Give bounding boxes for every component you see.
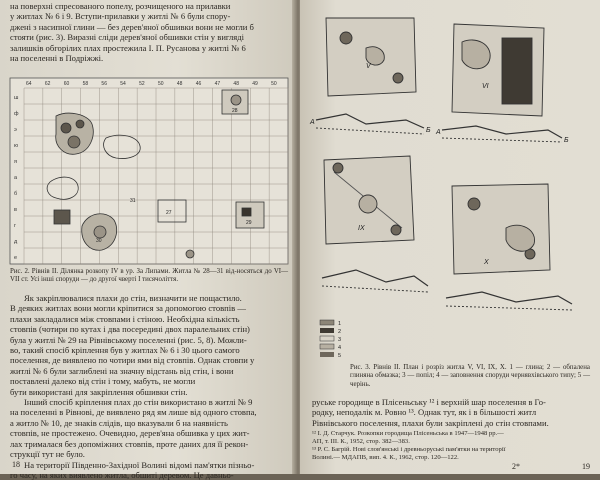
grid-top-label: 49 — [252, 81, 258, 87]
text-line: була у житлі № 29 на Рівнівському поселенні (рис. 5, 8). Можли- — [10, 334, 247, 345]
legend-label: 1 — [338, 321, 342, 327]
grid-side-label: д — [14, 239, 18, 246]
grid-top-label: 48 — [233, 81, 239, 87]
text-line: руське городище в Плісеньську ¹² і верхній шар поселення в Го- — [312, 397, 546, 407]
pit-label: 27 — [166, 210, 172, 216]
footnote-line: ¹² І. Д. Старчук. Розкопки городища Плісеньська в 1947—1948 рр.— — [312, 430, 504, 437]
text-line: на поселенні в Подріжжі. — [10, 53, 104, 64]
text-line: го часу, на яких виявлено житла, обшиті деревом. Це давньо- — [10, 469, 234, 480]
grid-side-label: э — [14, 127, 17, 134]
grid-top-label: 62 — [44, 81, 51, 87]
text-line: На території Південно-Західної Волині відомі пам'ятки пізньо- — [24, 459, 255, 470]
pit-label: 28 — [232, 108, 238, 114]
legend-label: 2 — [338, 329, 342, 335]
footnotes — [312, 430, 594, 462]
grid-top-label: 58 — [82, 81, 89, 87]
grid-top-label: 50 — [271, 81, 277, 87]
text-line: а житло № 10, де знаків слідів, що вказували б на наявність — [10, 417, 228, 428]
text-line: Інший спосіб кріплення плах до стін використано в житлі № 9 — [24, 397, 253, 408]
dwelling-plans — [306, 8, 596, 360]
text-line: стояти (рис. 3). Виразні сліди дерев'яної обшивки стін у вигляді — [10, 32, 245, 43]
plan-label: VI — [482, 83, 489, 90]
grid-side-label: г — [14, 223, 17, 230]
text-line: во, такий спосіб кріплення був у житлах № 6 і 30 цього самого — [10, 345, 240, 356]
dwelling-plans-figure — [306, 8, 596, 363]
text-line: стовпів, не простежено. Очевидно, дерев'яна обшивка у цих жит- — [10, 428, 250, 439]
footnote-line: Волині.— МДАПВ, вип. 4. К., 1962, стор. 120—122. — [312, 454, 459, 462]
legend-label: 5 — [338, 353, 342, 359]
text-line: на поселенні в Рівнові, де виявлено ряд ям лише від одного стовпа, — [10, 407, 257, 418]
page-number-left: 18 — [12, 460, 20, 469]
grid-side-label: я — [14, 159, 17, 166]
page-number-right: 19 — [582, 462, 590, 471]
text-line: Рівнівського поселення, плахи були закріплені до стін стовпами. — [312, 417, 549, 428]
excavation-map-figure — [10, 78, 288, 264]
excavation-grid — [10, 78, 288, 264]
left-top-text — [10, 1, 282, 63]
section-label: Б — [426, 127, 431, 134]
right-page — [300, 0, 600, 474]
right-body-text — [312, 397, 592, 428]
text-line: плахи закладалися між стовпами і стіною. Необхідна кількість — [10, 313, 240, 324]
grid-side-label: е — [14, 255, 18, 262]
section-label: А — [310, 119, 315, 126]
text-line: В деяких житлах вони могли кріпитися за допомогою стовпів — — [10, 303, 246, 314]
legend-label: 3 — [338, 337, 342, 343]
legend-label: 4 — [338, 345, 342, 351]
grid-top-label: 47 — [214, 81, 221, 87]
left-body-text — [10, 293, 286, 480]
grid-top-label: 50 — [158, 81, 164, 87]
signature-mark: 2* — [512, 462, 520, 471]
section-label: Б — [564, 137, 569, 144]
text-line: джені з насипної глини — без дерев'яної обшивки вони не могли б — [10, 21, 254, 32]
grid-top-label: 52 — [139, 81, 145, 87]
grid-top-label: 54 — [120, 81, 126, 87]
plan-legend — [320, 320, 341, 359]
text-line: Як закріплювалися плахи до стін, визначити не пощастило. — [24, 293, 242, 303]
text-line: лах трималася без допоміжних стовпів, проте даних для її рекон- — [10, 438, 249, 449]
text-line: поселення, де виявлено по чотири ями від стовпів. Однак стовпи у — [10, 355, 255, 366]
plan-label: IX — [358, 225, 365, 232]
text-line: стовпів (чотири по кутах і два посередині двох паралельних стін) — [10, 324, 250, 335]
pit-label: 31 — [130, 198, 136, 204]
grid-top-label: 60 — [63, 81, 70, 87]
grid-side-label: а — [14, 175, 18, 182]
text-line: поставлені далеко від стін і тому, мабуть, не могли — [10, 376, 196, 387]
pit-small-dark — [54, 210, 70, 224]
plan-label: X — [484, 259, 489, 266]
text-line: на поверхні спресованого попелу, розчищеного на прилавки — [10, 1, 231, 11]
grid-side-label: в — [14, 207, 17, 214]
grid-side-label: ю — [14, 143, 19, 150]
grid-top-label: 56 — [101, 81, 107, 87]
grid-top-label: 64 — [26, 81, 32, 87]
text-line: родку, неподалік м. Ровно ¹³. Однак тут, як і в більшості житл — [312, 407, 537, 418]
figure-3-caption: Рис. 3. Рівнів II. План і розріз житла V, VI, IX, X. 1 — глина; 2 — обпалена глиняна обмазка; 3 — попіл; 4 — заповнення споруди чернявхівського типу; 5 — черінь. — [350, 364, 590, 388]
text-line: у житлах № 6 і 9. Вступи-прилавки у житлі № 6 були спору- — [10, 11, 231, 22]
text-line: залишків обгорілих плах простежила І. П. Русанова у житлі № 6 — [10, 42, 246, 53]
grid-top-label: 46 — [195, 81, 202, 87]
footnote-line: АП, т. ІІІ. К., 1952, стор. 382—383. — [312, 438, 410, 446]
left-page — [0, 0, 296, 480]
grid-side-label: ф — [14, 111, 19, 118]
text-line: житлі № 6 були заглиблені на значну відстань від стін, і вони — [10, 365, 234, 376]
pit-label: 29 — [246, 220, 252, 226]
grid-side-label: ш — [14, 95, 19, 102]
plan-label: V — [366, 63, 371, 70]
pit-label: 30 — [96, 238, 102, 244]
plan-X — [452, 184, 550, 274]
grid-side-label: б — [14, 191, 18, 198]
figure-2-caption: Рис. 2. Рівнів II. Ділянка розкопу IV в ур. За Липами. Житла № 28—31 від-носяться до VI—VII ст. Усі інші споруди — до другої чверті І тисячоліття. — [10, 268, 288, 284]
text-line: струкції тут не було. — [10, 449, 85, 460]
section-label: А — [436, 129, 441, 136]
footnote-line: ¹³ Р. С. Багрій. Нові слов'янські і древньоруські пам'ятки на території — [312, 446, 506, 454]
text-line: бути використані для закріплення обшивки стін. — [10, 386, 188, 397]
grid-top-label: 48 — [176, 81, 183, 87]
